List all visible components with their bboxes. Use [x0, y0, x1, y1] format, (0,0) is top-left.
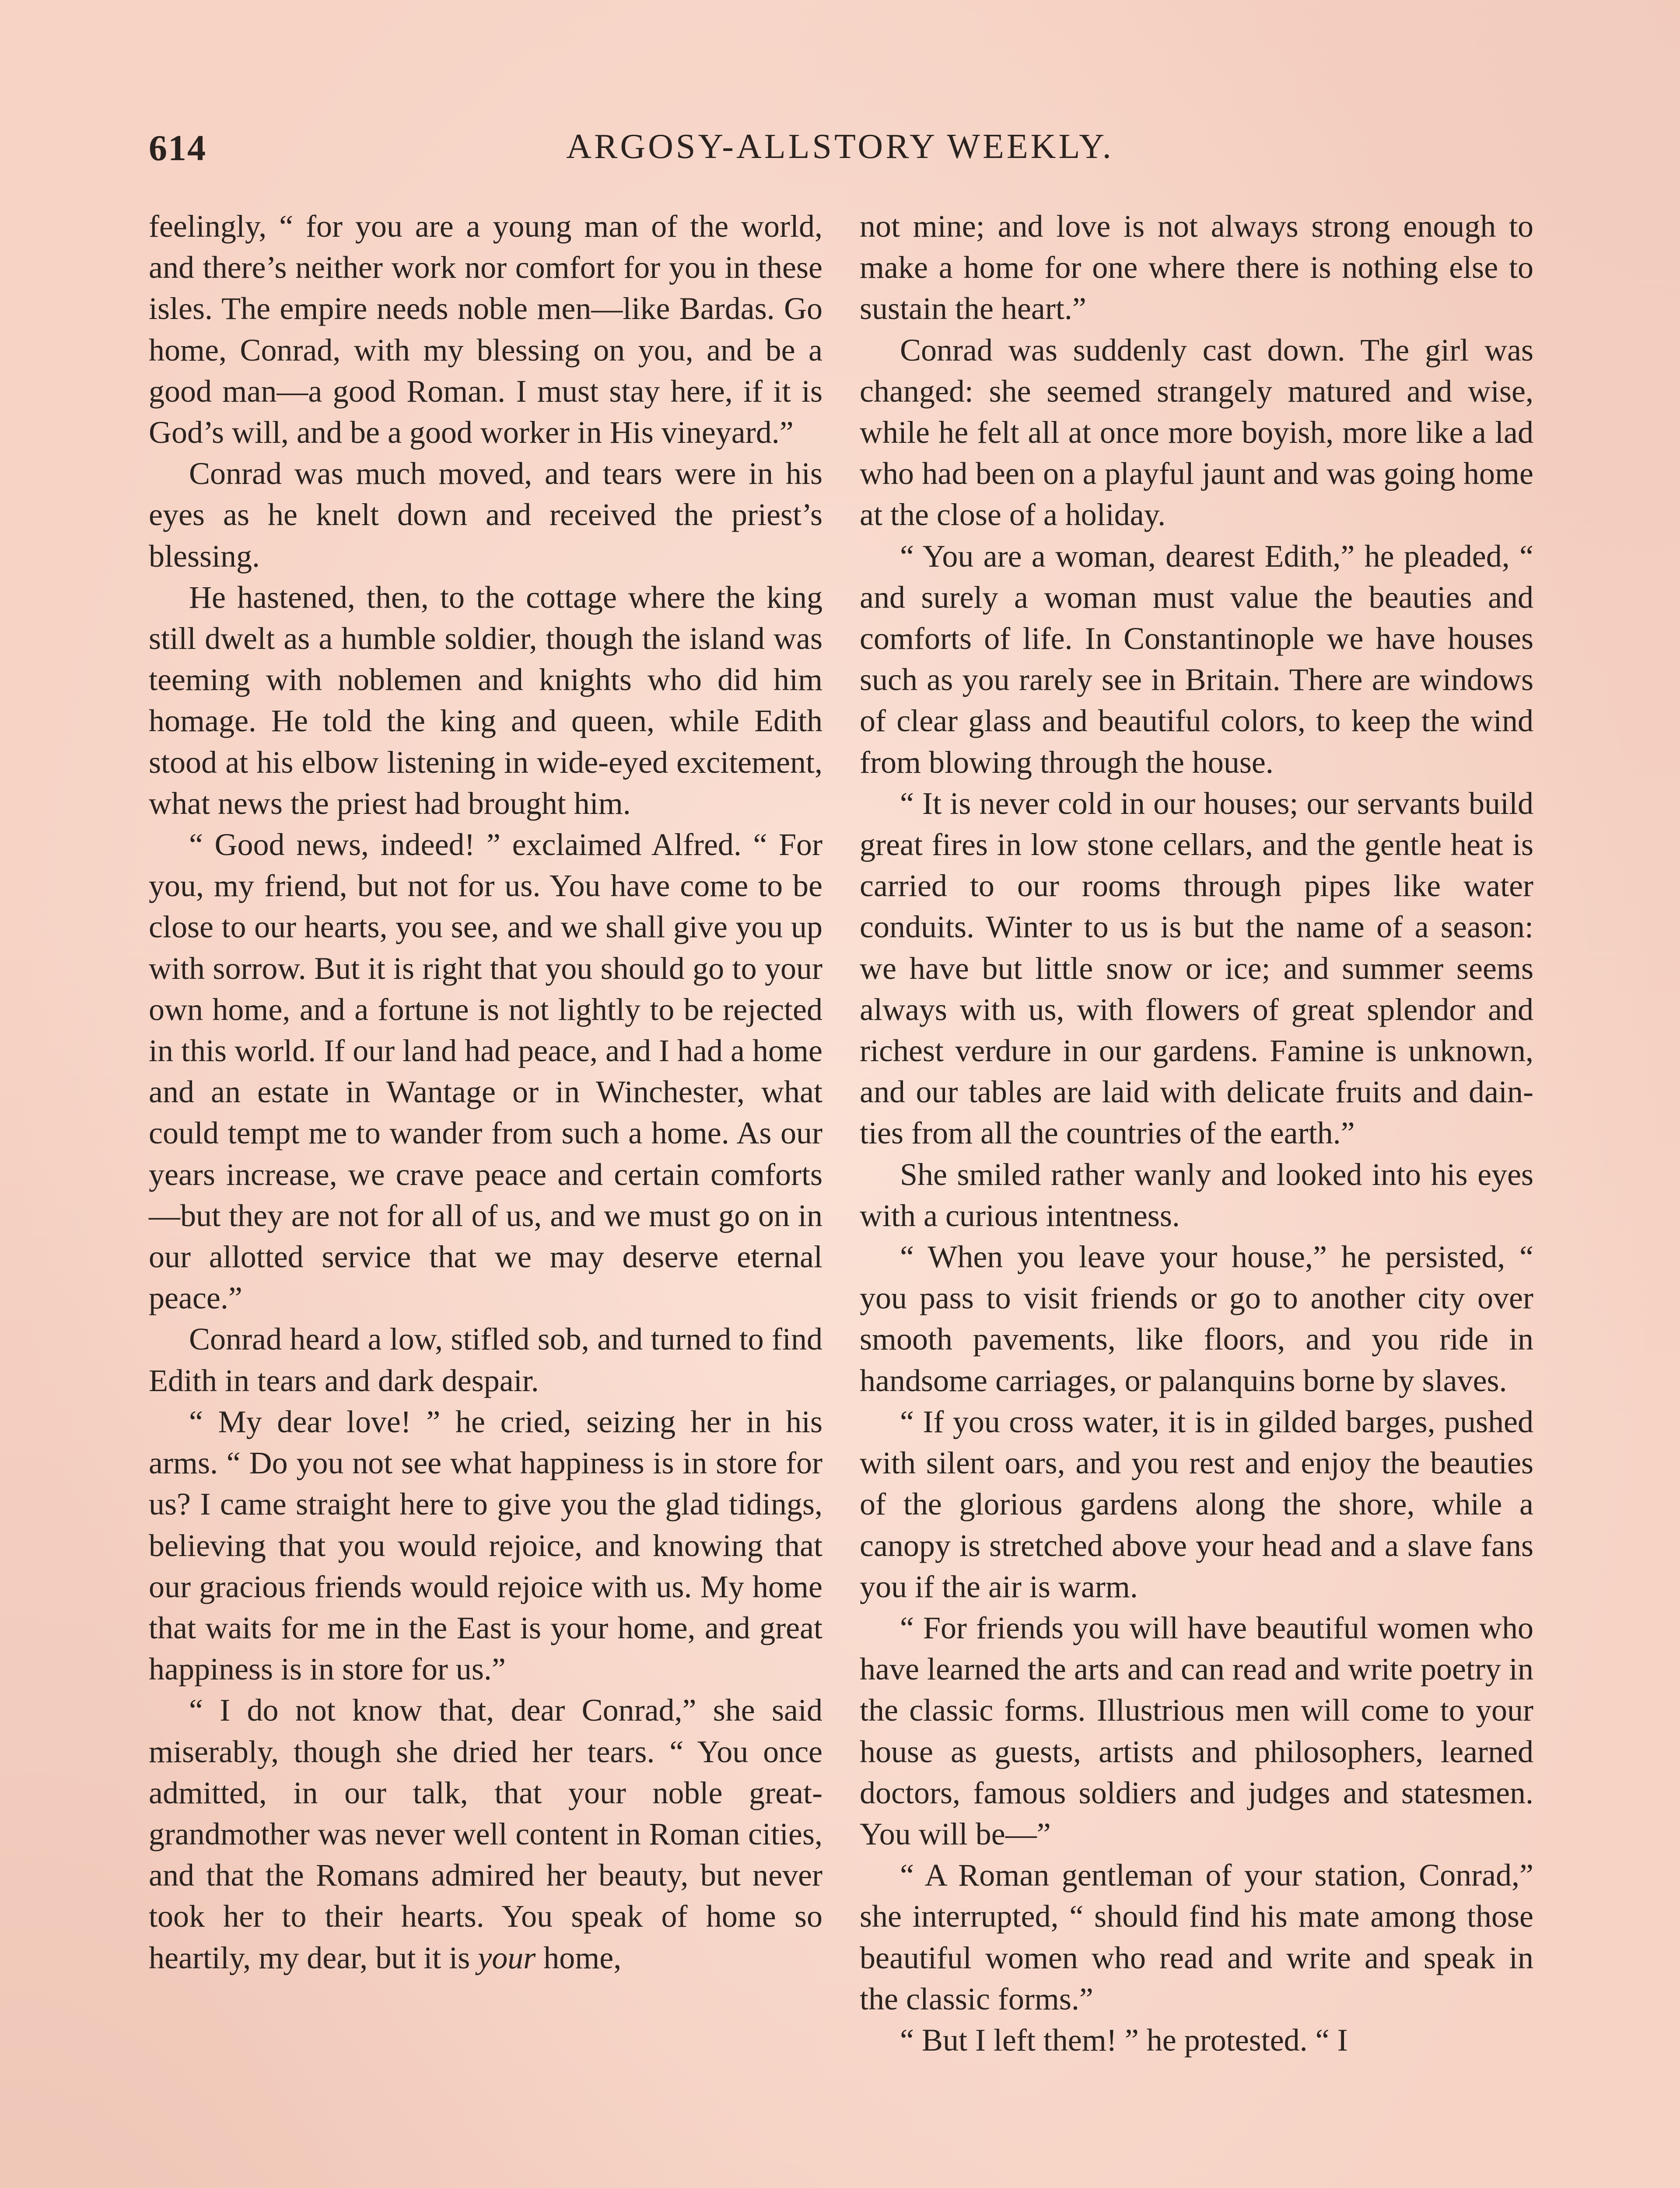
- paragraph: not mine; and love is not always strong enough to make a home for one where there is nothing else to sustain the heart.”: [860, 209, 1533, 326]
- paragraph: “ Good news, indeed! ” exclaimed Alfred. “ For you, my friend, but not for us. You have come to be close to our hearts, you see, and we shall give you up with sorrow. But it is right that you should go to your own home, and a fortune is not lightly to be rejected in this world. If our land had peace, and I had a home and an estate in Wantage or in Winchester, what could tempt me to wander from such a home. As our years increase, we crave peace and certain comforts—but they are not for all of us, and we must go on in our allotted service that we may deserve eternal peace.”: [149, 827, 822, 1316]
- page-header: [149, 127, 1531, 184]
- paragraph: “ For friends you will have beautiful women who have learned the arts and can read and write poetry in the classic forms. Illustrious men will come to your house as guests, artists and philosophers, learned doctors, famous soldiers and judges and statesmen. You will be—”: [860, 1610, 1533, 1851]
- running-title: ARGOSY-ALLSTORY WEEKLY.: [566, 127, 1114, 166]
- paragraph: “ But I left them! ” he protested. “ I: [900, 2022, 1348, 2058]
- paragraph: Conrad heard a low, stifled sob, and turned to find Edith in tears and dark despair.: [149, 1322, 822, 1398]
- paragraph: Conrad was suddenly cast down. The girl was changed: she seemed strangely matured and wise, while he felt all at once more boyish, more like a lad who had been on a playful jaunt and was going home at the close of a holiday.: [860, 332, 1533, 533]
- paragraph-text: “ I do not know that, dear Conrad,” she said miserably, though she dried her tears. “ You once admitted, in our talk, that your noble great-grandmother was never well content in Roman cities, and that the Romans admired her beauty, but never took her to their hearts. You speak of home so heartily, my dear, but it is: [149, 1693, 822, 1975]
- italic-word: your: [478, 1940, 536, 1975]
- paragraph-tail: home,: [536, 1940, 622, 1975]
- paragraph: “ When you leave your house,” he persisted, “ you pass to visit friends or go to another city over smooth pavements, like floors, and you ride in handsome carriages, or palanquins borne by slaves.: [860, 1239, 1533, 1398]
- paragraph: She smiled rather wanly and looked into his eyes with a curious intentness.: [860, 1157, 1533, 1233]
- page-number: 614: [149, 128, 206, 168]
- paragraph: “ You are a woman, dearest Edith,” he pleaded, “ and surely a woman must value the beauties and comforts of life. In Constantinople we have houses such as you rarely see in Britain. There are windows of clear glass and beautiful colors, to keep the wind from blowing through the house.: [860, 538, 1533, 780]
- paragraph: Conrad was much moved, and tears were in his eyes as he knelt down and received the priest’s blessing.: [149, 456, 822, 574]
- right-column: [860, 206, 1533, 2061]
- paragraph: “ It is never cold in our houses; our servants build great fires in low stone cellars, and the gentle heat is carried to our rooms through pipes like water conduits. Winter to us is but the name of a season: we have but little snow or ice; and summer seems always with us, with flowers of great splendor and richest verdure in our gardens. Famine is unknown, and our tables are laid with delicate fruits and dainties from all the countries of the earth.”: [860, 785, 1533, 1151]
- paragraph: “ If you cross water, it is in gilded barges, pushed with silent oars, and you rest and enjoy the beauties of the glorious gardens along the shore, while a canopy is stretched above your head and a slave fans you if the air is warm.: [860, 1404, 1533, 1604]
- paragraph: “ A Roman gentleman of your station, Conrad,” she interrupted, “ should find his mate among those beautiful women who read and write and speak in the classic forms.”: [860, 1858, 1533, 2016]
- paragraph: feelingly, “ for you are a young man of the world, and there’s neither work nor comfort for you in these isles. The empire needs noble men—like Bardas. Go home, Conrad, with my blessing on you, and be a good man—a good Roman. I must stay here, if it is God’s will, and be a good worker in His vineyard.”: [149, 209, 822, 450]
- paragraph-last: [149, 1690, 822, 1978]
- paragraph: “ My dear love! ” he cried, seizing her in his arms. “ Do you not see what happiness is in store for us? I came straight here to give you the glad tidings, believing that you would rejoice, and knowing that our gracious friends would rejoice with us. My home that waits for me in the East is your home, and great happiness is in store for us.”: [149, 1404, 822, 1687]
- paragraph: He hastened, then, to the cottage where the king still dwelt as a humble soldier, though the island was teeming with noblemen and knights who did him homage. He told the king and queen, while Edith stood at his elbow listening in wide-eyed excitement, what news the priest had brought him.: [149, 579, 822, 821]
- left-column: [149, 206, 822, 1978]
